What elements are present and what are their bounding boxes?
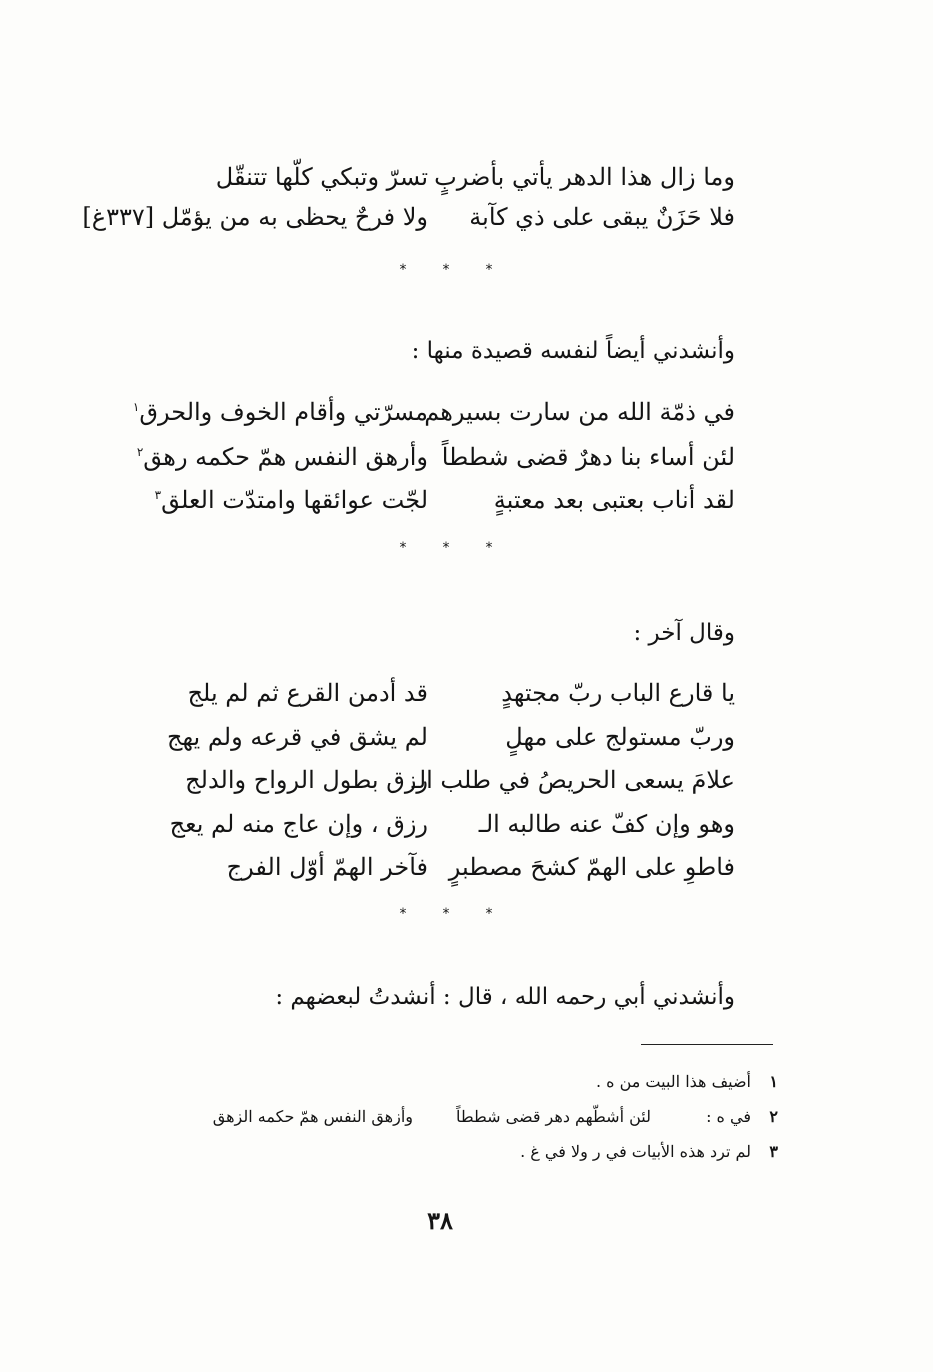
section2-verse1-second-hemistich: مسرّتي وأقام الخوف والحرق: [139, 398, 428, 426]
section4-intro: وأنشدني أبي رحمه الله ، قال : أنشدتُ لبعضهم :: [275, 984, 735, 1010]
separator-star: *: [485, 262, 493, 278]
footnote-ref: ٣: [154, 488, 162, 502]
footnote-text: أضيف هذا البيت من ه .: [595, 1072, 751, 1091]
section3-verse3-second-hemistich: رزق بطول الرواح والدلج: [185, 766, 428, 794]
section2-verse1-first-hemistich: في ذمّة الله من سارت بسيرهم: [424, 398, 735, 426]
section2-verse2-second-hemistich: وأرهق النفس همّ حكمه رهق: [143, 443, 428, 471]
section3-verse4-first-hemistich: وهو وإن كفّ عنه طالبه الـ: [478, 810, 735, 838]
section2-verse3-second-hemistich: لجّت عوائقها وامتدّت العلق: [161, 486, 428, 514]
poem1-verse1-first-hemistich: وما زال هذا الدهر يأتي بأضربٍ: [434, 163, 735, 191]
separator-star: *: [442, 540, 450, 556]
section2-intro: وأنشدني أيضاً لنفسه قصيدة منها :: [411, 338, 735, 364]
poem1-verse1-second-hemistich: تسرّ وتبكي كلّها تتنقّل: [215, 163, 428, 191]
section-separator: [396, 540, 496, 556]
separator-star: *: [399, 262, 407, 278]
footnote-rule: [641, 1044, 773, 1045]
section3-intro: وقال آخر :: [633, 620, 735, 646]
section3-verse2-second-hemistich: لم يشق في قرعه ولم يهج: [166, 723, 428, 751]
footnote-number: ٣: [769, 1142, 778, 1161]
section3-verse4-second-hemistich: رزق ، وإن عاج منه لم يعج: [169, 810, 428, 838]
section3-verse1-second-hemistich: قد أدمن القرع ثم لم يلج: [187, 679, 428, 707]
section3-verse5-first-hemistich: فاطوِ على الهمّ كشحَ مصطبرٍ: [448, 853, 735, 881]
poem1-verse2-second-hemistich: ولا فرحٌ يحظى به من يؤمّل [٣٣٧غ]: [82, 203, 428, 231]
separator-star: *: [485, 540, 493, 556]
section2-verse1-second: [58, 398, 428, 426]
section2-verse2-first-hemistich: لئن أساء بنا دهرٌ قضى شططاً: [441, 443, 735, 471]
separator-star: *: [399, 540, 407, 556]
section-separator: [396, 906, 496, 922]
footnote-ref: ٢: [136, 445, 144, 459]
footnote-verse-first-hemistich: لئن أشطّهم دهر قضى شططاً: [455, 1107, 651, 1126]
section-separator: [396, 262, 496, 278]
page-number: ٣٨: [427, 1206, 453, 1235]
section3-verse2-first-hemistich: وربّ مستولج على مهلٍ: [505, 723, 735, 751]
poem1-verse2-first-hemistich: فلا حَزَنٌ يبقى على ذي كآبة: [469, 203, 735, 231]
footnote-text: لم ترد هذه الأبيات في ر ولا في غ .: [520, 1142, 751, 1161]
separator-star: *: [442, 906, 450, 922]
section3-verse5-second-hemistich: فآخر الهمّ أوّل الفرج: [226, 853, 428, 881]
section3-verse1-first-hemistich: يا قارع الباب ربّ مجتهدٍ: [501, 679, 735, 707]
section2-verse3-first-hemistich: لقد أناب بعتبى بعد معتبةٍ: [493, 486, 735, 514]
footnote-ref: ١: [132, 400, 140, 414]
footnote-number: ٢: [769, 1107, 778, 1126]
footnote-number: ١: [769, 1072, 778, 1091]
section3-verse3-first-hemistich: علامَ يسعى الحريصُ في طلب الـ: [411, 766, 735, 794]
separator-star: *: [485, 906, 493, 922]
separator-star: *: [442, 262, 450, 278]
footnote-text: في ه :: [706, 1107, 751, 1126]
section2-verse3-second: [58, 486, 428, 514]
separator-star: *: [399, 906, 407, 922]
section2-verse2-second: [58, 443, 428, 471]
footnote-verse-second-hemistich: وأزهق النفس همّ حكمه الزهق: [212, 1107, 413, 1126]
